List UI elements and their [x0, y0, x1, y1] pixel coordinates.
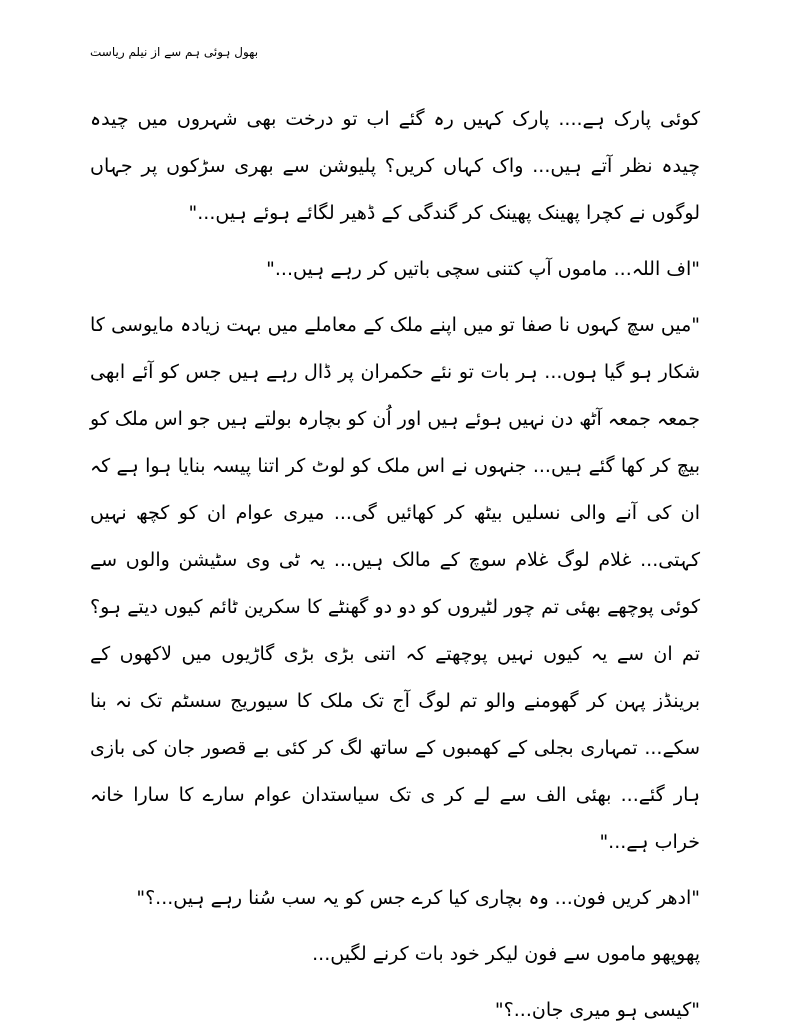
- paragraph-narration-park: کوئی پارک ہے.... پارک کہیں رہ گئے اب تو درخت بھی شہروں میں چیدہ چیدہ نظر آتے ہیں... واک کہاں کریں؟ پلیوشن سے بھری سڑکوں پر جہاں لوگوں نے کچرا پھینک پھینک کر گندگی کے ڈھیر لگائے ہوئے ہیں...": [90, 108, 700, 224]
- paragraph-narration-phupho: پھوپھو ماموں سے فون لیکر خود بات کرنے لگیں...: [312, 943, 700, 965]
- document-body: [90, 96, 700, 1023]
- paragraph-dialogue-kaisi-ho: "کیسی ہو میری جان...؟": [494, 999, 700, 1021]
- paragraph-dialogue-uff-allah: "اف اللہ... ماموں آپ کتنی سچی باتیں کر رہے ہیں...": [266, 258, 700, 280]
- page-header-title: بھول ہوئی ہم سے از نیلم ریاست: [90, 45, 259, 59]
- paragraph-dialogue-phone: "ادھر کریں فون... وہ بچاری کیا کرے جس کو یہ سب سُنا رہے ہیں...؟": [136, 887, 700, 909]
- paragraph-dialogue-country-lament: "میں سچ کہوں نا صفا تو میں اپنے ملک کے معاملے میں بہت زیادہ مایوسی کا شکار ہو گیا ہوں... ہر بات تو نئے حکمران پر ڈال رہے ہیں جس کو آئے ابھی جمعہ جمعہ آٹھ دن نہیں ہوئے ہیں اور اُن کو بچارہ بولتے ہیں جو اس ملک کو بیچ کر کھا گئے ہیں... جنہوں نے اس ملک کو لوٹ کر اتنا پیسہ بنایا ہوا ہے کہ ان کی آنے والی نسلیں بیٹھ کر کھائیں گی... میری عوام ان کو کچھ نہیں کہتی... غلام لوگ غلام سوچ کے مالک ہیں... یہ ٹی وی سٹیشن والوں سے کوئی پوچھے بھئی تم چور لٹیروں کو دو دو گھنٹے کا سکرین ٹائم کیوں دیتے ہو؟ تم ان سے یہ کیوں نہیں پوچھتے کہ اتنی بڑی بڑی گاڑیوں میں لاکھوں کے برینڈز پہن کر گھومنے والو تم لوگ آج تک ملک کا سیوریج سسٹم تک نہ بنا سکے... تمہاری بجلی کے کھمبوں کے ساتھ لگ کر کئی بے قصور جان کی بازی ہار گئے... بھئی الف سے لے کر ی تک سیاستدان عوام سارے کا سارا خانہ خراب ہے...": [90, 314, 700, 853]
